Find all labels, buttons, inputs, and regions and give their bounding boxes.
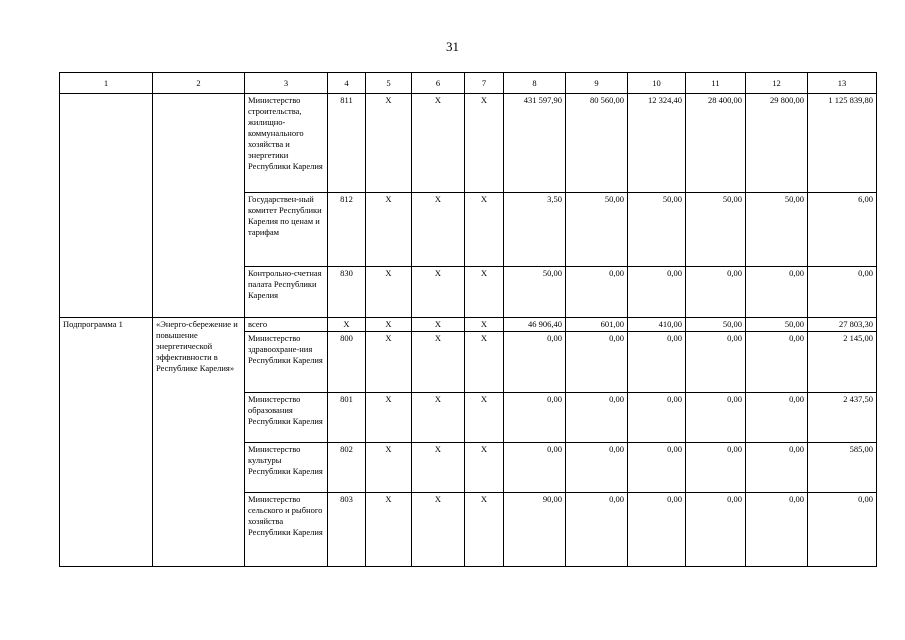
value-cell: 6,00 <box>808 193 877 267</box>
x-cell: Х <box>366 443 412 493</box>
value-cell: 585,00 <box>808 443 877 493</box>
code-cell: 800 <box>328 332 366 393</box>
x-cell: Х <box>366 267 412 318</box>
code-cell: 812 <box>328 193 366 267</box>
code-cell: 803 <box>328 493 366 567</box>
value-cell: 0,00 <box>746 393 808 443</box>
value-cell: 2 437,50 <box>808 393 877 443</box>
value-cell: 80 560,00 <box>566 94 628 193</box>
x-cell: Х <box>412 267 465 318</box>
x-cell: Х <box>465 493 504 567</box>
x-cell: Х <box>412 332 465 393</box>
column-header: 2 <box>153 73 245 94</box>
column-header: 10 <box>628 73 686 94</box>
empty-cell <box>60 94 153 318</box>
value-cell: 0,00 <box>566 332 628 393</box>
org-cell: Министерство культуры Республики Карелия <box>245 443 328 493</box>
value-cell: 50,00 <box>686 193 746 267</box>
value-cell: 0,00 <box>628 493 686 567</box>
x-cell: Х <box>412 393 465 443</box>
subprogram-label: Подпрограмма 1 <box>60 318 153 567</box>
x-cell: Х <box>412 443 465 493</box>
value-cell: 431 597,90 <box>504 94 566 193</box>
value-cell: 0,00 <box>686 393 746 443</box>
value-cell: 0,00 <box>504 443 566 493</box>
x-cell: Х <box>465 193 504 267</box>
value-cell: 0,00 <box>566 493 628 567</box>
column-header: 5 <box>366 73 412 94</box>
value-cell: 0,00 <box>686 267 746 318</box>
org-cell: Государствен-ный комитет Республики Карелия по ценам и тарифам <box>245 193 328 267</box>
column-header: 12 <box>746 73 808 94</box>
x-cell: Х <box>465 332 504 393</box>
value-cell: 50,00 <box>566 193 628 267</box>
value-cell: 410,00 <box>628 318 686 332</box>
column-header: 11 <box>686 73 746 94</box>
value-cell: 0,00 <box>566 443 628 493</box>
column-header: 4 <box>328 73 366 94</box>
x-cell: Х <box>412 94 465 193</box>
column-header: 8 <box>504 73 566 94</box>
column-header: 1 <box>60 73 153 94</box>
x-cell: Х <box>366 393 412 443</box>
value-cell: 28 400,00 <box>686 94 746 193</box>
value-cell: 0,00 <box>746 493 808 567</box>
x-cell: Х <box>366 493 412 567</box>
x-cell: Х <box>366 94 412 193</box>
code-cell: Х <box>328 318 366 332</box>
table-row <box>60 94 877 193</box>
value-cell: 50,00 <box>746 318 808 332</box>
value-cell: 601,00 <box>566 318 628 332</box>
budget-table <box>59 72 877 567</box>
code-cell: 811 <box>328 94 366 193</box>
x-cell: Х <box>465 393 504 443</box>
x-cell: Х <box>366 332 412 393</box>
value-cell: 0,00 <box>808 267 877 318</box>
value-cell: 0,00 <box>504 332 566 393</box>
value-cell: 50,00 <box>686 318 746 332</box>
x-cell: Х <box>465 267 504 318</box>
code-cell: 801 <box>328 393 366 443</box>
value-cell: 0,00 <box>746 332 808 393</box>
value-cell: 0,00 <box>686 332 746 393</box>
code-cell: 802 <box>328 443 366 493</box>
value-cell: 90,00 <box>504 493 566 567</box>
code-cell: 830 <box>328 267 366 318</box>
column-header: 9 <box>566 73 628 94</box>
org-cell: Министерство сельского и рыбного хозяйства Республики Карелия <box>245 493 328 567</box>
value-cell: 3,50 <box>504 193 566 267</box>
x-cell: Х <box>465 443 504 493</box>
value-cell: 50,00 <box>628 193 686 267</box>
x-cell: Х <box>412 318 465 332</box>
x-cell: Х <box>412 193 465 267</box>
org-cell: всего <box>245 318 328 332</box>
x-cell: Х <box>465 94 504 193</box>
value-cell: 0,00 <box>628 393 686 443</box>
column-header: 3 <box>245 73 328 94</box>
value-cell: 12 324,40 <box>628 94 686 193</box>
column-header: 7 <box>465 73 504 94</box>
value-cell: 0,00 <box>808 493 877 567</box>
value-cell: 0,00 <box>746 267 808 318</box>
empty-cell <box>153 94 245 318</box>
org-cell: Министерство строительства, жилищно-коммунального хозяйства и энергетики Республики Карелия <box>245 94 328 193</box>
table-row <box>60 318 877 332</box>
value-cell: 0,00 <box>628 267 686 318</box>
x-cell: Х <box>366 318 412 332</box>
x-cell: Х <box>465 318 504 332</box>
org-cell: Министерство образования Республики Карелия <box>245 393 328 443</box>
value-cell: 2 145,00 <box>808 332 877 393</box>
x-cell: Х <box>412 493 465 567</box>
header-row <box>60 73 877 94</box>
value-cell: 0,00 <box>686 493 746 567</box>
value-cell: 0,00 <box>566 393 628 443</box>
org-cell: Контрольно-счетная палата Республики Карелия <box>245 267 328 318</box>
page-number: 31 <box>446 39 459 54</box>
subprogram-name: «Энерго-сбережение и повышение энергетической эффективности в Республике Карелия» <box>153 318 245 567</box>
value-cell: 0,00 <box>566 267 628 318</box>
value-cell: 1 125 839,80 <box>808 94 877 193</box>
value-cell: 29 800,00 <box>746 94 808 193</box>
column-header: 13 <box>808 73 877 94</box>
value-cell: 0,00 <box>746 443 808 493</box>
value-cell: 0,00 <box>628 443 686 493</box>
value-cell: 50,00 <box>746 193 808 267</box>
value-cell: 46 906,40 <box>504 318 566 332</box>
value-cell: 0,00 <box>628 332 686 393</box>
org-cell: Министерство здравоохране-ния Республики Карелия <box>245 332 328 393</box>
value-cell: 50,00 <box>504 267 566 318</box>
value-cell: 0,00 <box>504 393 566 443</box>
x-cell: Х <box>366 193 412 267</box>
column-header: 6 <box>412 73 465 94</box>
value-cell: 0,00 <box>686 443 746 493</box>
value-cell: 27 803,30 <box>808 318 877 332</box>
